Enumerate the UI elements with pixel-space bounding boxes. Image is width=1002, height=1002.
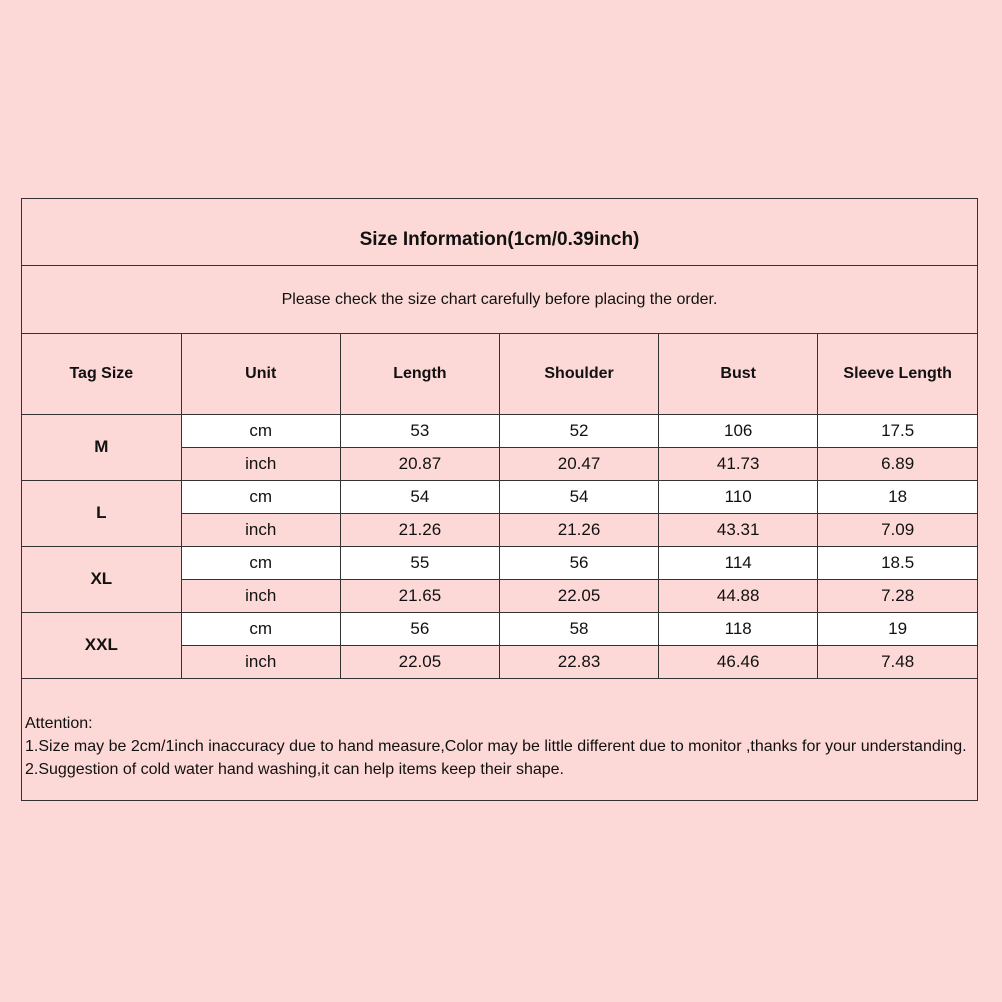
unit-cell: cm — [181, 414, 340, 447]
tag-size-cell: XL — [22, 546, 181, 612]
bust-cell: 46.46 — [659, 645, 818, 678]
length-cell: 53 — [340, 414, 499, 447]
length-cell: 22.05 — [340, 645, 499, 678]
header-tag-size: Tag Size — [22, 334, 181, 414]
sleeve-cell: 19 — [818, 612, 977, 645]
table-row — [22, 546, 977, 579]
sleeve-cell: 7.48 — [818, 645, 977, 678]
order-notice: Please check the size chart carefully before placing the order. — [22, 266, 977, 334]
table-row — [22, 414, 977, 447]
sleeve-cell: 18 — [818, 480, 977, 513]
unit-cell: inch — [181, 513, 340, 546]
length-cell: 20.87 — [340, 447, 499, 480]
bust-cell: 43.31 — [659, 513, 818, 546]
bust-cell: 118 — [659, 612, 818, 645]
header-shoulder: Shoulder — [499, 334, 658, 414]
bust-cell: 44.88 — [659, 579, 818, 612]
header-unit: Unit — [181, 334, 340, 414]
bust-cell: 106 — [659, 414, 818, 447]
sleeve-cell: 17.5 — [818, 414, 977, 447]
bust-cell: 114 — [659, 546, 818, 579]
length-cell: 55 — [340, 546, 499, 579]
attention-heading: Attention: — [25, 714, 93, 732]
shoulder-cell: 58 — [499, 612, 658, 645]
length-cell: 56 — [340, 612, 499, 645]
shoulder-cell: 52 — [499, 414, 658, 447]
attention-line-2: 2.Suggestion of cold water hand washing,it can help items keep their shape. — [25, 760, 564, 778]
unit-cell: cm — [181, 612, 340, 645]
sleeve-cell: 7.28 — [818, 579, 977, 612]
tag-size-cell: L — [22, 480, 181, 546]
attention-notes — [22, 679, 977, 781]
sleeve-cell: 7.09 — [818, 513, 977, 546]
unit-cell: inch — [181, 645, 340, 678]
bust-cell: 41.73 — [659, 447, 818, 480]
sleeve-cell: 18.5 — [818, 546, 977, 579]
length-cell: 54 — [340, 480, 499, 513]
shoulder-cell: 22.05 — [499, 579, 658, 612]
sleeve-cell: 6.89 — [818, 447, 977, 480]
table-row — [22, 480, 977, 513]
length-cell: 21.26 — [340, 513, 499, 546]
shoulder-cell: 56 — [499, 546, 658, 579]
unit-cell: inch — [181, 579, 340, 612]
attention-line-1: 1.Size may be 2cm/1inch inaccuracy due to hand measure,Color may be little different due to monitor ,thanks for your understanding. — [25, 737, 967, 755]
unit-cell: cm — [181, 480, 340, 513]
header-length: Length — [340, 334, 499, 414]
size-table — [22, 334, 977, 679]
table-row — [22, 612, 977, 645]
shoulder-cell: 20.47 — [499, 447, 658, 480]
shoulder-cell: 54 — [499, 480, 658, 513]
shoulder-cell: 21.26 — [499, 513, 658, 546]
unit-cell: inch — [181, 447, 340, 480]
tag-size-cell: XXL — [22, 612, 181, 678]
tag-size-cell: M — [22, 414, 181, 480]
header-sleeve-length: Sleeve Length — [818, 334, 977, 414]
unit-cell: cm — [181, 546, 340, 579]
shoulder-cell: 22.83 — [499, 645, 658, 678]
size-chart — [21, 198, 978, 801]
header-row — [22, 334, 977, 414]
bust-cell: 110 — [659, 480, 818, 513]
header-bust: Bust — [659, 334, 818, 414]
length-cell: 21.65 — [340, 579, 499, 612]
chart-title: Size Information(1cm/0.39inch) — [22, 199, 977, 266]
